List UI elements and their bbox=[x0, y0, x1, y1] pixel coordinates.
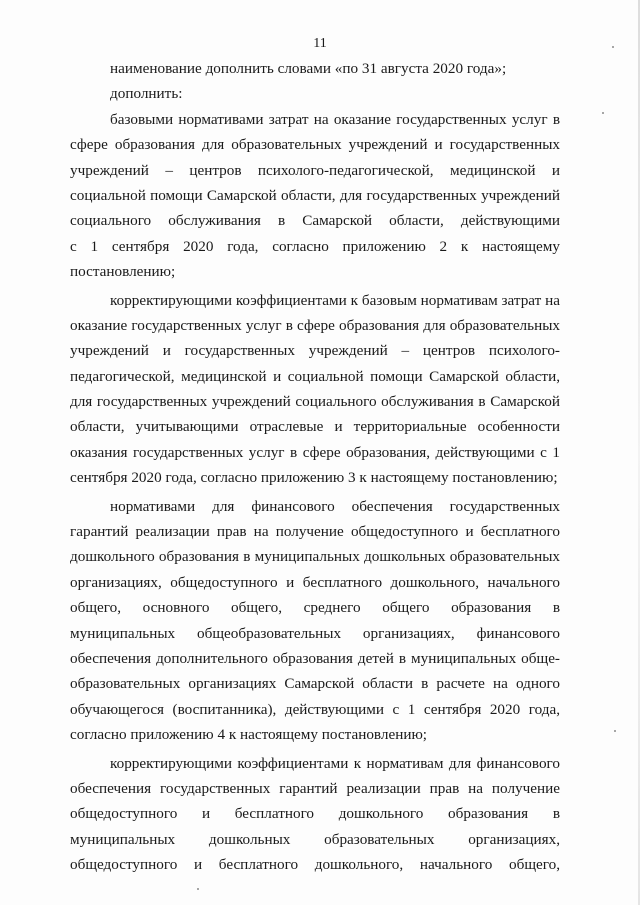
text-line: обучающегося (воспитанника), действующими с 1 сентября 2020 года, bbox=[70, 700, 560, 718]
text-line: постановлению; bbox=[70, 263, 176, 281]
text-line: организациях, общедоступного и бесплатного дошкольного, начального bbox=[70, 573, 560, 591]
text-line: общедоступного и бесплатного дошкольного, начального общего, bbox=[70, 856, 560, 874]
text-line: дошкольного образования в муниципальных дошкольных образовательных bbox=[70, 548, 560, 566]
text-line: муниципальных общеобразовательных организациях, финансового bbox=[70, 624, 560, 642]
text-line: учреждений – центров психолого-педагогической, медицинской и bbox=[70, 161, 560, 179]
scan-speck bbox=[612, 46, 614, 48]
text-line: социальной помощи Самарской области, для государственных учреждений bbox=[70, 186, 560, 204]
text-line: нормативами для финансового обеспечения государственных bbox=[110, 497, 560, 515]
text-line: социального обслуживания в Самарской области, действующими bbox=[70, 212, 560, 230]
text-line: корректирующими коэффициентами к базовым нормативам затрат на bbox=[110, 291, 560, 309]
text-line: учреждений и государственных учреждений – центров психолого- bbox=[70, 342, 560, 360]
text-line: области, учитывающими отраслевые и территориальные особенности bbox=[70, 418, 560, 436]
page-number: 11 bbox=[313, 36, 327, 51]
text-line: дополнить: bbox=[110, 85, 183, 103]
text-line: оказание государственных услуг в сфере образования для образовательных bbox=[70, 316, 560, 334]
text-line: базовыми нормативами затрат на оказание государственных услуг в bbox=[110, 110, 560, 128]
text-line: обеспечения дополнительного образования детей в муниципальных обще- bbox=[70, 649, 560, 667]
text-line: оказания государственных услуг в сфере образования, действующими с 1 bbox=[70, 443, 560, 461]
text-line: с 1 сентября 2020 года, согласно приложению 2 к настоящему bbox=[70, 237, 560, 255]
scan-speck bbox=[197, 888, 199, 890]
text-line: согласно приложению 4 к настоящему постановлению; bbox=[70, 726, 428, 744]
document-body bbox=[70, 56, 560, 878]
text-line: общего, основного общего, среднего общего образования в bbox=[70, 599, 560, 617]
text-line: образовательных организациях Самарской области в расчете на одного bbox=[70, 675, 560, 693]
text-line: гарантий реализации прав на получение общедоступного и бесплатного bbox=[70, 523, 560, 541]
scan-speck bbox=[614, 730, 616, 732]
text-line: обеспечения государственных гарантий реализации прав на получение bbox=[70, 779, 560, 797]
text-line: педагогической, медицинской и социальной помощи Самарской области, bbox=[70, 367, 560, 385]
text-line: корректирующими коэффициентами к нормативам для финансового bbox=[110, 754, 560, 772]
scan-speck bbox=[602, 112, 604, 114]
text-line: общедоступного и бесплатного дошкольного образования в bbox=[70, 805, 560, 823]
text-line: наименование дополнить словами «по 31 августа 2020 года»; bbox=[110, 60, 507, 77]
text-line: муниципальных дошкольных образовательных организациях, bbox=[70, 830, 560, 848]
text-line: для государственных учреждений социального обслуживания в Самарской bbox=[70, 393, 560, 411]
text-line: сфере образования для образовательных учреждений и государственных bbox=[70, 136, 560, 154]
text-line: сентября 2020 года, согласно приложению 3 к настоящему постановлению; bbox=[70, 469, 558, 487]
